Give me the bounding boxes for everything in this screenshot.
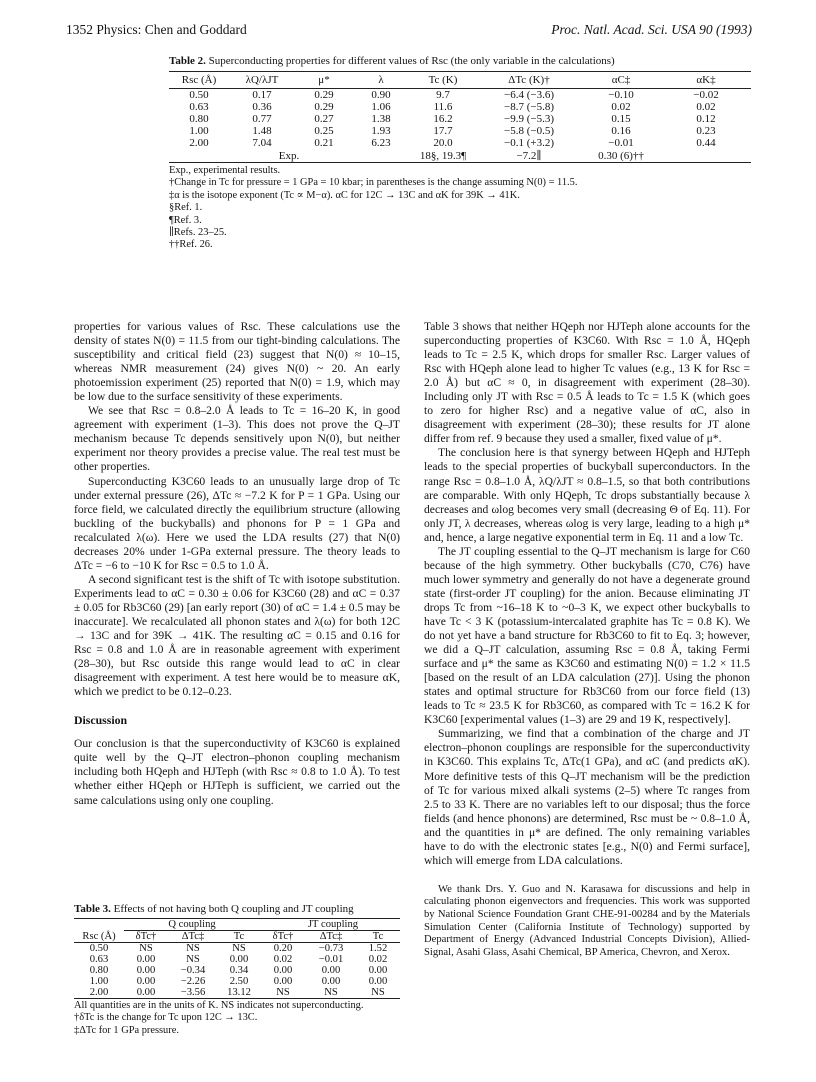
table3-cell: −3.56	[180, 987, 206, 998]
table3-footnote: ‡ΔTc for 1 GPa pressure.	[74, 1024, 179, 1036]
table2-header: μ*	[318, 74, 330, 86]
table2-block	[169, 55, 751, 252]
table2-cell: 0.80	[189, 113, 209, 125]
table3-cell: 1.52	[368, 943, 388, 954]
table2-header: Rsc (Å)	[181, 74, 217, 86]
table2-cell: 20.0	[433, 137, 453, 149]
table3-header: ΔTc‡	[319, 931, 343, 942]
table2-cell: 0.77	[252, 113, 272, 125]
table2-cell: 0.90	[371, 89, 391, 101]
table3-cell: 0.00	[368, 976, 388, 987]
table2-cell: 18§, 19.3¶	[419, 149, 467, 162]
table2-cell: 0.29	[314, 101, 334, 113]
table3-row	[74, 976, 400, 987]
table2-header: αC‡	[611, 74, 631, 86]
table2-cell: 1.93	[371, 125, 391, 137]
table3-cell: 0.00	[321, 976, 341, 987]
discussion-heading: Discussion	[74, 713, 128, 728]
table3-cell: NS	[186, 943, 200, 954]
table3-cell: 0.00	[321, 965, 341, 976]
table2-cell: 0.63	[189, 101, 209, 113]
table2-row	[169, 101, 751, 113]
table3-header: δTc†	[272, 931, 294, 942]
table3-cell: 2.50	[229, 976, 249, 987]
table3-header: Rsc (Å)	[82, 930, 116, 942]
table2-header: αK‡	[696, 74, 716, 86]
table2-cell: 1.38	[371, 113, 391, 125]
table2-cell: 0.44	[696, 137, 716, 149]
table2-cell: 1.06	[371, 101, 391, 113]
table2-cell: 1.48	[252, 125, 272, 137]
table2-footnote: Exp., experimental results.	[169, 165, 281, 176]
table3-cell: 0.00	[229, 954, 249, 965]
table2-cell: 16.2	[433, 113, 453, 125]
paragraph: Summarizing, we find that a combination of the charge and JT electron–phonon couplings are responsible for the superconductivity in K3C60. This explains Tc, ΔTc(1 GPa), and αC (and predicts αK). More definitive tests of this Q–JT mechanism will be the prediction of Tc for various mixed alkali systems (2–5) where Tc ranges from 2.5 to 33 K. There are no variables left to our disposal; thus the force fields (and hence phonons) are determined, Rsc must be ~ 0.8–1.0 Å, and the quantities in μ* are defined. The only remaining variables have to do with the electronic states [e.g., N(0) and Fermi surface], which will emerge from LDA calculations.	[424, 727, 750, 867]
table3-cell: 0.80	[89, 965, 109, 976]
table3-header: Tc	[233, 931, 245, 942]
table3-footnote: All quantities are in the units of K. NS indicates not superconducting.	[74, 1000, 364, 1011]
table3-cell: −0.34	[180, 965, 206, 976]
table3-caption	[74, 903, 400, 916]
table3-row	[74, 965, 400, 976]
running-header-right: Proc. Natl. Acad. Sci. USA 90 (1993)	[551, 22, 752, 37]
table3-header: ΔTc‡	[181, 931, 205, 942]
table2-caption	[169, 55, 751, 68]
table2-cell: 7.04	[252, 137, 272, 149]
table3-header: δTc†	[135, 931, 157, 942]
table3-cell: 0.00	[368, 965, 388, 976]
table2-cell: 11.6	[433, 101, 453, 113]
table2-cell: 9.7	[436, 89, 450, 101]
table2-footnote: ∥Refs. 23–25.	[169, 227, 227, 239]
paragraph: Our conclusion is that the superconductivity of K3C60 is explained quite well by the Q–JT electron–phonon coupling mechanism including both HQeph and HJTeph (with Rsc ≈ 0.8 to 1.0 Å). To test whether either HQeph or HJTeph is sufficient, we carried out the same calculations using only one coupling.	[74, 737, 400, 807]
table3-cell: NS	[371, 987, 385, 998]
table3-group-q: Q coupling	[124, 919, 260, 931]
table3-cell: NS	[232, 943, 246, 954]
table3-row	[74, 987, 400, 999]
table2-cell: 0.02	[696, 101, 716, 113]
table2-header-row	[169, 72, 751, 89]
table3	[74, 918, 400, 999]
table2-footnote: †Change in Tc for pressure = 1 GPa = 10 kbar; in parentheses is the change assuming N(0) = 11.5.	[169, 177, 578, 189]
table3-cell: 0.00	[136, 976, 156, 987]
acknowledgment: We thank Drs. Y. Guo and N. Karasawa for discussions and help in calculating phonon eigenvectors and frequencies. This work was supported by National Science Foundation Grant CHE-91-00284 and by the Materials Simulation Center (California Institute of Technology) supported by Department of Energy (Advanced Industrial Concepts Division), Allied-Signal, Asahi Glass, Asahi Chemical, BP America, Chevron, and Xerox.	[424, 883, 750, 958]
table2-cell: −0.1 (+3.2)	[504, 137, 554, 149]
table3-group-row	[74, 919, 400, 931]
right-column	[424, 320, 750, 959]
table2-header: λ	[378, 74, 384, 86]
table2-cell: 0.27	[314, 113, 334, 125]
table2-row	[169, 125, 751, 137]
table2-cell: 0.29	[314, 89, 334, 101]
table2-footnotes	[169, 165, 751, 252]
table2-row	[169, 89, 751, 102]
table2-caption-text: Superconducting properties for different values of Rsc (the only variable in the calculations)	[208, 55, 615, 67]
table2-cell: 0.25	[314, 125, 334, 137]
table2-cell: −7.2∥	[516, 150, 542, 162]
table3-header-row	[74, 931, 400, 943]
paragraph: A second significant test is the shift of Tc with isotope substitution. Experiments lead to αC = 0.30 ± 0.06 for K3C60 (28) and αC = 0.37 ± 0.05 for Rb3C60 (29) [an early report (30) of αC = 1.4 ± 0.5 may be inaccurate]. We recalculated all phonon states and λ(ω) for both 12C → 13C and for 39K → 41K. The resulting αC = 0.15 and 0.16 for Rsc = 0.8 and 1.0 Å are in reasonable agreement with experiment (28–30), but Rsc outside this range would lead to αC in clear disagreement with experiment. A test here would be to measure αK, which we predict to be 0.12–0.23.	[74, 572, 400, 699]
table3-cell: −0.73	[318, 943, 344, 954]
table3-cell: 0.00	[273, 965, 293, 976]
table3-cell: 0.02	[368, 954, 388, 965]
table2-cell: 0.12	[696, 113, 716, 125]
table3-group-jt: JT coupling	[260, 919, 400, 931]
paragraph: Superconducting K3C60 leads to an unusually large drop of Tc under external pressure (26), ΔTc ≈ −7.2 K for P = 1 GPa. Using our force field, we calculated directly the equilibrium structure (allowing buckling of the buckyballs) and phonons for P = 1 GPa and recalculated λ(ω). Here we used the LDA results (27) that N(0) decreases 20% under 1-GPa external pressure. The theory leads to ΔTc = −6 to −10 K for Rsc = 0.5 to 1.0 Å.	[74, 474, 400, 572]
table2-cell: 0.17	[252, 89, 272, 101]
running-header-left: 1352 Physics: Chen and Goddard	[66, 22, 247, 37]
table2-cell: −0.02	[693, 89, 719, 101]
table3-cell: 0.20	[273, 943, 293, 954]
left-column	[74, 320, 400, 808]
table3-footnotes	[74, 1000, 400, 1037]
table3-cell: 0.34	[229, 965, 249, 976]
table2-cell: −8.7 (−5.8)	[504, 101, 554, 113]
table2-cell: −9.9 (−5.3)	[504, 113, 554, 125]
table2-cell: 1.00	[189, 125, 209, 137]
table3-cell: 0.50	[89, 943, 109, 954]
table2-cell: 0.30 (6)††	[598, 149, 644, 162]
table2-cell: −6.4 (−3.6)	[504, 89, 554, 101]
table2-cell: −5.8 (−0.5)	[504, 125, 554, 137]
table3-caption-text: Effects of not having both Q coupling and JT coupling	[113, 903, 354, 915]
table2-cell: −0.01	[608, 137, 634, 149]
table2-cell: 2.00	[189, 137, 209, 149]
table2-cell: −0.10	[608, 89, 634, 101]
table2-footnote: ††Ref. 26.	[169, 239, 213, 251]
table3-cell: 2.00	[89, 987, 109, 998]
table3-cell: 13.12	[227, 987, 251, 998]
table2-row	[169, 113, 751, 125]
table3-cell: 0.02	[273, 954, 293, 965]
table3-caption-label: Table 3.	[74, 903, 111, 915]
table3-cell: NS	[276, 987, 290, 998]
table2-cell: 0.21	[314, 137, 334, 149]
table3-cell: NS	[186, 954, 200, 965]
table2-header: ΔTc (K)†	[508, 74, 550, 86]
table2-cell: 0.23	[696, 125, 716, 137]
table2-header: λQ/λJT	[245, 74, 279, 86]
table2-cell: Exp.	[278, 149, 300, 162]
table3-cell: NS	[324, 987, 338, 998]
table2-footnote: ¶Ref. 3.	[169, 214, 202, 226]
paragraph: properties for various values of Rsc. These calculations use the density of states N(0) = 11.5 from our tight-binding calculations. The susceptibility and critical field (23) suggest that N(0) ≈ 10–15, whereas NMR measurement (24) gives N(0) ~ 20. An early photoemission experiment (25) reported that N(0) = 1.9, which may be low due to the surface sensitivity of these experiments.	[74, 320, 400, 404]
table2-header: Tc (K)	[428, 74, 458, 86]
table3-block	[74, 903, 400, 1037]
table3-row	[74, 943, 400, 955]
table3-cell: −2.26	[180, 976, 206, 987]
table2-cell: 0.02	[611, 101, 631, 113]
table2-cell: 6.23	[371, 137, 391, 149]
paragraph: Table 3 shows that neither HQeph nor HJTeph alone accounts for the superconducting properties of K3C60. With Rsc = 1.0 Å, HQeph leads to Tc = 2.5 K, which drops for smaller Rsc. Larger values of Rsc with HQeph alone lead to higher Tc values (e.g., 13 K for Rsc = 2.0 Å) but αC ≈ 0, in disagreement with experiment (28–30). Including only JT with Rsc = 0.5 Å leads to Tc = 1.5 K (which goes to zero for higher Rsc) and a negative value of αC, also in disagreement with experiment (28–30); these results for JT alone differ from ref. 9 because they used a smaller, fixed value of μ*.	[424, 320, 750, 446]
table3-cell: 1.00	[89, 976, 109, 987]
paragraph: The JT coupling essential to the Q–JT mechanism is large for C60 because of the high symmetry. Other buckyballs (C70, C76) have much lower symmetry and generally do not have a degenerate ground state (first-order JT coupling) for the anion. Because eliminating JT drops Tc from ~16–18 K to ~0–3 K, we expect other buckyballs to have Tc < 3 K (potassium-intercalated graphite has Tc = 0.8 K). We do not yet have a band structure for Rb3C60 to fit to Eq. 3; however, we did a Q–JT calculation, assuming Rsc = 0.8 Å, taking Fermi surface and μ* the same as K3C60 and estimating N(0) = 1.2 × 11.5 [based on the result of an LDA calculation (27)]. Using the phonon states and optimal structure for Rb3C60 from our force field (13) leads to Tc ≈ 23.5 K for Rb3C60, as compared with Tc = 16.2 K for K3C60 [experimental values (1–3) are 29 and 19 K, respectively].	[424, 544, 750, 727]
table2-footnote: ‡α is the isotope exponent (Tc ∝ M−α). αC for 12C → 13C and αK for 39K → 41K.	[169, 189, 520, 201]
table3-cell: 0.63	[89, 954, 109, 965]
table3-row	[74, 954, 400, 965]
table3-cell: 0.00	[273, 976, 293, 987]
table3-footnote: †δTc is the change for Tc upon 12C → 13C.	[74, 1012, 258, 1024]
table3-cell: 0.00	[136, 987, 156, 998]
table2-cell: 0.16	[611, 125, 631, 137]
table2-caption-label: Table 2.	[169, 55, 206, 67]
paragraph: We see that Rsc = 0.8–2.0 Å leads to Tc = 16–20 K, in good agreement with experiment (1–3). This does not prove the Q–JT mechanism because Tc depends sensitively upon N(0), but neither experiment nor theory provides a precise value. The real test must be other properties.	[74, 404, 400, 474]
table2-row	[169, 137, 751, 149]
table3-cell: NS	[139, 943, 153, 954]
table2-cell: 0.36	[252, 101, 272, 113]
table2-footnote: §Ref. 1.	[169, 202, 203, 214]
table2-cell: 0.50	[189, 89, 209, 101]
paragraph: The conclusion here is that synergy between HQeph and HJTeph leads to the special properties of buckyball superconductors. In the range Rsc = 0.8–1.0 Å, λQ/λJT ≈ 0.8–1.5, so that both contributions are comparable. With only HQeph, Tc drops substantially because λ decreases and ωlog becomes very small (decreasing Θ of Eq. 11). For only JT, λ decreases, whereas ωlog is very large, leading to a high μ* and, hence, a large negative exponential term in Eq. 11 and a low Tc.	[424, 446, 750, 544]
table3-cell: 0.00	[136, 954, 156, 965]
table2-cell: 0.15	[611, 113, 631, 125]
table3-header: Tc	[372, 931, 384, 942]
table2-cell: 17.7	[433, 125, 453, 137]
table3-cell: 0.00	[136, 965, 156, 976]
table2-exp-row	[169, 149, 751, 163]
table3-cell: −0.01	[318, 954, 344, 965]
table2	[169, 71, 751, 164]
